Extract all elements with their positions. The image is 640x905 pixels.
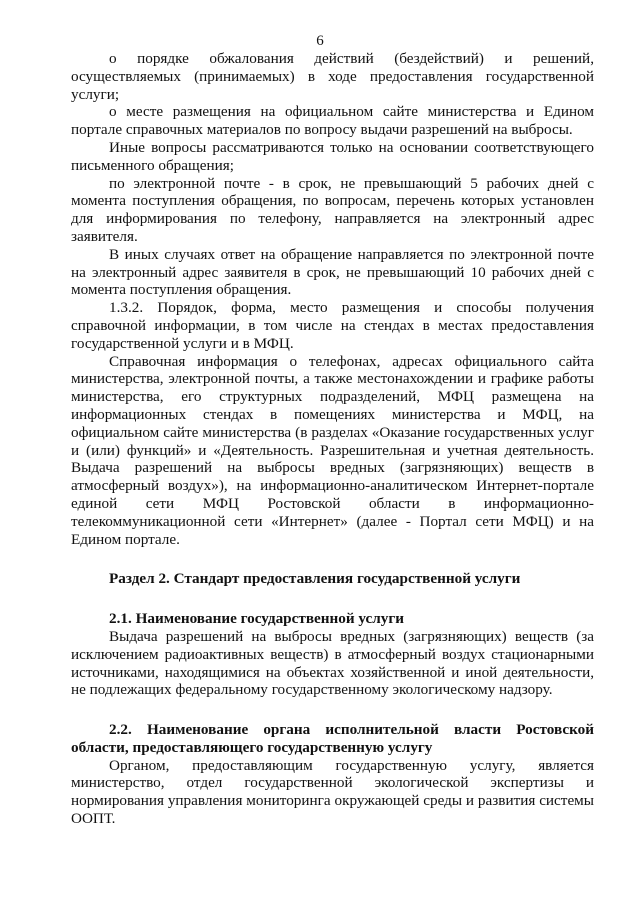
document-body	[71, 50, 594, 828]
paragraph-reference-materials: о месте размещения на официальном сайте министерства и Едином портале справочных материалов по вопросу выдачи разрешений на выбросы.	[71, 103, 594, 139]
subsection-2-2-heading: 2.2. Наименование органа исполнительной власти Ростовской области, предоставляющего государственную услугу	[71, 721, 594, 756]
subsection-2-2-text: Органом, предоставляющим государственную услугу, является министерство, отдел государственной экологической экспертизы и нормирования управления мониторинга окружающей среды и развития системы ООПТ.	[71, 756, 594, 828]
section-2-heading: Раздел 2. Стандарт предоставления государственной услуги	[109, 570, 521, 588]
subsection-2-1-text: Выдача разрешений на выбросы вредных (загрязняющих) веществ (за исключением радиоактивных веществ) в атмосферный воздух стационарными источниками, находящимися на объектах хозяйственной и иной деятельности, не подлежащих федеральному государственному экологическому надзору.	[71, 627, 594, 699]
paragraph-written-appeal: Иные вопросы рассматриваются только на основании соответствующего письменного обращения;	[71, 138, 594, 174]
paragraph-1-3-2: 1.3.2. Порядок, форма, место размещения и способы получения справочной информации, в том числе на стендах в местах предоставления государственной услуги и в МФЦ.	[71, 299, 594, 352]
paragraph-other-cases: В иных случаях ответ на обращение направляется по электронной почте на электронный адрес заявителя в срок, не превышающий 10 рабочих дней с момента поступления обращения.	[71, 245, 594, 299]
paragraph-appeal-procedure: о порядке обжалования действий (бездействий) и решений, осуществляемых (принимаемых) в ходе предоставления государственной услуги;	[71, 50, 594, 103]
page-number: 6	[316, 33, 324, 49]
subsection-2-1-heading: 2.1. Наименование государственной услуги	[109, 610, 405, 628]
paragraph-reference-info: Справочная информация о телефонах, адресах официального сайта министерства, электронной почты, а также местонахождении и графике работы министерства, его структурных подразделений, МФЦ размещена на информационных стендах в помещениях министерства и МФЦ, на официальном сайте министерства (в разделах «Оказание государственных услуг и (или) функций» и «Деятельность. Разрешительная и учетная деятельность. Выдача разрешений на выбросы вредных (загрязняющих) веществ в атмосферный воздух»), на информационно-аналитическом Интернет-портале единой сети МФЦ Ростовской области в информационно-телекоммуникационной сети «Интернет» (далее - Портал сети МФЦ) и на Едином портале.	[71, 352, 594, 548]
paragraph-email-response: по электронной почте - в срок, не превышающий 5 рабочих дней с момента поступления обращения, по вопросам, перечень которых установлен для информирования по телефону, направляется на электронный адрес заявителя.	[71, 174, 594, 245]
